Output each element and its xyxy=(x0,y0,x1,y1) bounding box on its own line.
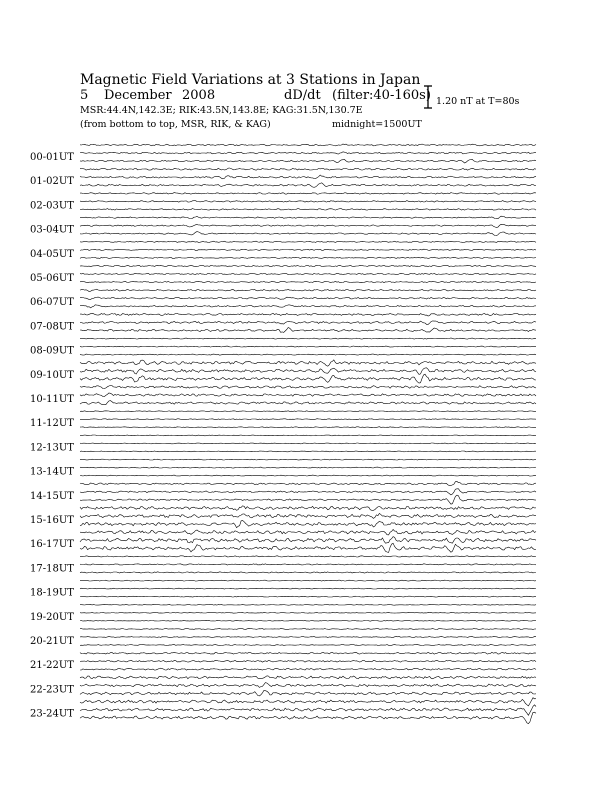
trace-01-02UT-s3 xyxy=(80,183,536,188)
row-label-17-18UT: 17-18UT xyxy=(30,563,74,575)
trace-14-15UT-s2 xyxy=(80,489,536,495)
trace-22-23UT-s1 xyxy=(80,676,536,679)
trace-22-23UT-s2 xyxy=(80,683,536,688)
order-line: (from bottom to top, MSR, RIK, & KAG) xyxy=(80,119,271,130)
trace-05-06UT-s3 xyxy=(80,281,536,282)
trace-01-02UT-s2 xyxy=(80,175,536,179)
trace-04-05UT-s2 xyxy=(80,249,536,250)
trace-07-08UT-s3 xyxy=(80,328,536,333)
trace-21-22UT-s2 xyxy=(80,660,536,662)
trace-14-15UT-s1 xyxy=(80,482,536,486)
trace-17-18UT-s3 xyxy=(80,572,536,573)
row-label-01-02UT: 01-02UT xyxy=(30,176,74,188)
trace-00-01UT-s3 xyxy=(80,159,536,163)
midnight-note: midnight=1500UT xyxy=(332,119,422,130)
row-label-16-17UT: 16-17UT xyxy=(30,539,74,551)
trace-16-17UT-s1 xyxy=(80,530,536,535)
row-label-22-23UT: 22-23UT xyxy=(30,684,74,696)
trace-04-05UT-s3 xyxy=(80,257,536,258)
trace-20-21UT-s3 xyxy=(80,645,536,646)
trace-18-19UT-s2 xyxy=(80,588,536,589)
row-label-23-24UT: 23-24UT xyxy=(30,708,74,720)
trace-13-14UT-s3 xyxy=(80,475,536,476)
chart-title: Magnetic Field Variations at 3 Stations in Japan xyxy=(80,72,421,88)
trace-14-15UT-s3 xyxy=(80,495,536,504)
trace-02-03UT-s2 xyxy=(80,201,536,203)
date-year: 2008 xyxy=(182,88,216,103)
trace-05-06UT-s2 xyxy=(80,273,536,274)
date-month: December xyxy=(104,88,172,103)
row-label-03-04UT: 03-04UT xyxy=(30,224,74,236)
row-label-09-10UT: 09-10UT xyxy=(30,369,74,381)
trace-21-22UT-s1 xyxy=(80,652,536,654)
trace-11-12UT-s1 xyxy=(80,411,536,412)
trace-16-17UT-s3 xyxy=(80,543,536,552)
trace-02-03UT-s3 xyxy=(80,209,536,211)
row-label-21-22UT: 21-22UT xyxy=(30,660,74,672)
row-label-20-21UT: 20-21UT xyxy=(30,636,74,647)
quantity-label: dD/dt xyxy=(284,88,321,103)
trace-04-05UT-s1 xyxy=(80,241,536,242)
trace-10-11UT-s1 xyxy=(80,385,536,388)
row-label-08-09UT: 08-09UT xyxy=(30,345,74,357)
trace-20-21UT-s2 xyxy=(80,637,536,638)
trace-01-02UT-s1 xyxy=(80,168,536,170)
trace-09-10UT-s1 xyxy=(80,360,536,366)
trace-11-12UT-s2 xyxy=(80,419,536,420)
trace-16-17UT-s2 xyxy=(80,537,536,544)
trace-19-20UT-s3 xyxy=(80,620,536,621)
row-label-13-14UT: 13-14UT xyxy=(30,466,74,478)
row-label-12-13UT: 12-13UT xyxy=(30,442,74,454)
trace-00-01UT-s2 xyxy=(80,152,536,154)
trace-18-19UT-s3 xyxy=(80,596,536,597)
trace-12-13UT-s2 xyxy=(80,443,536,444)
row-label-11-12UT: 11-12UT xyxy=(30,418,74,430)
row-label-10-11UT: 10-11UT xyxy=(30,394,74,405)
trace-11-12UT-s3 xyxy=(80,427,536,428)
traces xyxy=(80,144,536,724)
trace-06-07UT-s1 xyxy=(80,289,536,291)
scale-bar-label: 1.20 nT at T=80s xyxy=(436,96,520,107)
trace-23-24UT-s2 xyxy=(80,705,536,716)
trace-03-04UT-s1 xyxy=(80,216,536,219)
trace-22-23UT-s3 xyxy=(80,691,536,696)
trace-09-10UT-s2 xyxy=(80,368,536,375)
trace-23-24UT-s3 xyxy=(80,712,536,723)
row-label-02-03UT: 02-03UT xyxy=(30,200,74,212)
trace-03-04UT-s3 xyxy=(80,232,536,236)
trace-13-14UT-s2 xyxy=(80,467,536,468)
trace-03-04UT-s2 xyxy=(80,224,536,227)
row-label-05-06UT: 05-06UT xyxy=(30,273,74,284)
trace-08-09UT-s1 xyxy=(80,338,536,339)
row-label-18-19UT: 18-19UT xyxy=(30,587,74,599)
trace-15-16UT-s2 xyxy=(80,513,536,518)
trace-17-18UT-s2 xyxy=(80,564,536,565)
filter-label: (filter:40-160s) xyxy=(332,88,431,103)
trace-21-22UT-s3 xyxy=(80,668,536,670)
trace-15-16UT-s1 xyxy=(80,506,536,511)
row-label-06-07UT: 06-07UT xyxy=(30,297,74,309)
trace-10-11UT-s2 xyxy=(80,393,536,397)
row-labels xyxy=(30,152,74,720)
row-label-00-01UT: 00-01UT xyxy=(30,152,74,163)
trace-00-01UT-s1 xyxy=(80,144,536,146)
trace-12-13UT-s1 xyxy=(80,435,536,436)
trace-07-08UT-s1 xyxy=(80,313,536,316)
trace-20-21UT-s1 xyxy=(80,629,536,630)
trace-13-14UT-s1 xyxy=(80,459,536,460)
trace-06-07UT-s3 xyxy=(80,305,536,308)
trace-23-24UT-s1 xyxy=(80,698,536,706)
trace-12-13UT-s3 xyxy=(80,451,536,452)
trace-08-09UT-s2 xyxy=(80,346,536,347)
row-label-07-08UT: 07-08UT xyxy=(30,321,74,333)
date-day: 5 xyxy=(80,88,89,103)
row-label-19-20UT: 19-20UT xyxy=(30,611,74,623)
trace-19-20UT-s2 xyxy=(80,612,536,613)
trace-08-09UT-s3 xyxy=(80,354,536,355)
trace-02-03UT-s1 xyxy=(80,193,536,195)
trace-15-16UT-s3 xyxy=(80,521,536,528)
row-label-04-05UT: 04-05UT xyxy=(30,248,74,260)
trace-18-19UT-s1 xyxy=(80,580,536,581)
trace-06-07UT-s2 xyxy=(80,297,536,299)
trace-19-20UT-s1 xyxy=(80,604,536,605)
row-label-14-15UT: 14-15UT xyxy=(30,490,74,502)
stations-line: MSR:44.4N,142.3E; RIK:43.5N,143.8E; KAG:31.5N,130.7E xyxy=(80,105,363,116)
trace-07-08UT-s2 xyxy=(80,321,536,325)
row-label-15-16UT: 15-16UT xyxy=(30,515,74,526)
trace-17-18UT-s1 xyxy=(80,556,536,557)
trace-05-06UT-s1 xyxy=(80,265,536,266)
trace-09-10UT-s3 xyxy=(80,374,536,383)
trace-10-11UT-s3 xyxy=(80,401,536,405)
